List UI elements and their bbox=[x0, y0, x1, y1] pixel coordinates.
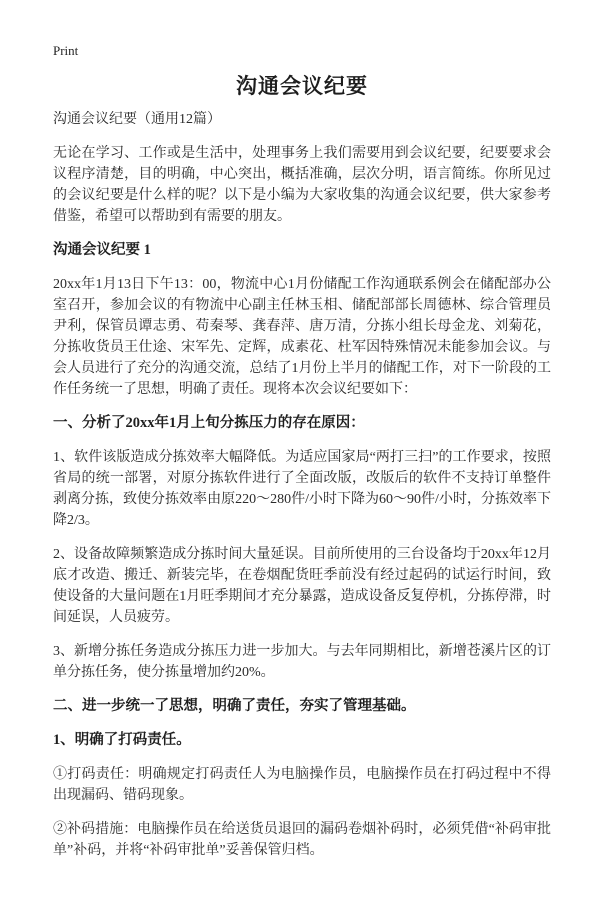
heading-coding-responsibility: 1、明确了打码责任。 bbox=[53, 732, 191, 748]
print-link[interactable]: Print bbox=[53, 43, 79, 58]
document-subtitle: 沟通会议纪要（通用12篇） bbox=[53, 112, 221, 127]
heading-unified-thinking: 二、进一步统一了思想，明确了责任，夯实了管理基础。 bbox=[53, 698, 416, 714]
reason-3-new-tasks-paragraph: 3、新增分拣任务造成分拣压力进一步加大。与去年同期相比，新增苍溪片区的订单分拣任务，使分拣量增加约20%。 bbox=[53, 644, 551, 680]
coding-responsibility-paragraph: ①打码责任：明确规定打码责任人为电脑操作员，电脑操作员在打码过程中不得出现漏码、错码现象。 bbox=[53, 767, 551, 803]
section-heading-minutes-1: 沟通会议纪要 1 bbox=[53, 242, 151, 258]
supplement-code-paragraph: ②补码措施：电脑操作员在给送货员退回的漏码卷烟补码时，必须凭借“补码审批单”补码，并将“补码审批单”妥善保管归档。 bbox=[53, 822, 551, 858]
intro-paragraph: 无论在学习、工作或是生活中，处理事务上我们需要用到会议纪要，纪要要求会议程序清楚，目的明确，中心突出，概括准确，层次分明，语言简练。你所见过的会议纪要是什么样的呢？以下是小编为大家收集的沟通会议纪要，供大家参考借鉴，希望可以帮助到有需要的朋友。 bbox=[53, 146, 551, 224]
page-title: 沟通会议纪要 bbox=[236, 74, 368, 98]
heading-pressure-analysis: 一、分析了20xx年1月上旬分拣压力的存在原因： bbox=[53, 415, 365, 431]
reason-2-equipment-paragraph: 2、设备故障频繁造成分拣时间大量延误。目前所使用的三台设备均于20xx年12月底才改造、搬迁、新装完毕，在卷烟配货旺季前没有经过起码的试运行时间，致使设备的大量问题在1月旺季期间才充分暴露，造成设备反复停机，分拣停滞，时间延误，人员疲劳。 bbox=[53, 547, 551, 625]
meeting-overview-paragraph: 20xx年1月13日下午13：00，物流中心1月份储配工作沟通联系例会在储配部办公室召开，参加会议的有物流中心副主任林玉相、储配部部长周德林、综合管理员尹利，保管员谭志勇、苟秦琴、龚春萍、唐万清，分拣小组长母金龙、刘菊花，分拣收货员王仕途、宋军先、定辉，成素花、杜军因特殊情况未能参加会议。与会人员进行了充分的沟通交流，总结了1月份上半月的储配工作，对下一阶段的工作任务统一了思想，明确了责任。现将本次会议纪要如下： bbox=[53, 277, 551, 397]
document-body bbox=[53, 143, 551, 861]
reason-1-software-paragraph: 1、软件该版造成分拣效率大幅降低。为适应国家局“两打三扫”的工作要求，按照省局的统一部署，对原分拣软件进行了全面改版，改版后的软件不支持订单整件剥离分拣，致使分拣效率由原220～280件/小时下降为60～90件/小时，分拣效率下降2/3。 bbox=[53, 450, 551, 528]
